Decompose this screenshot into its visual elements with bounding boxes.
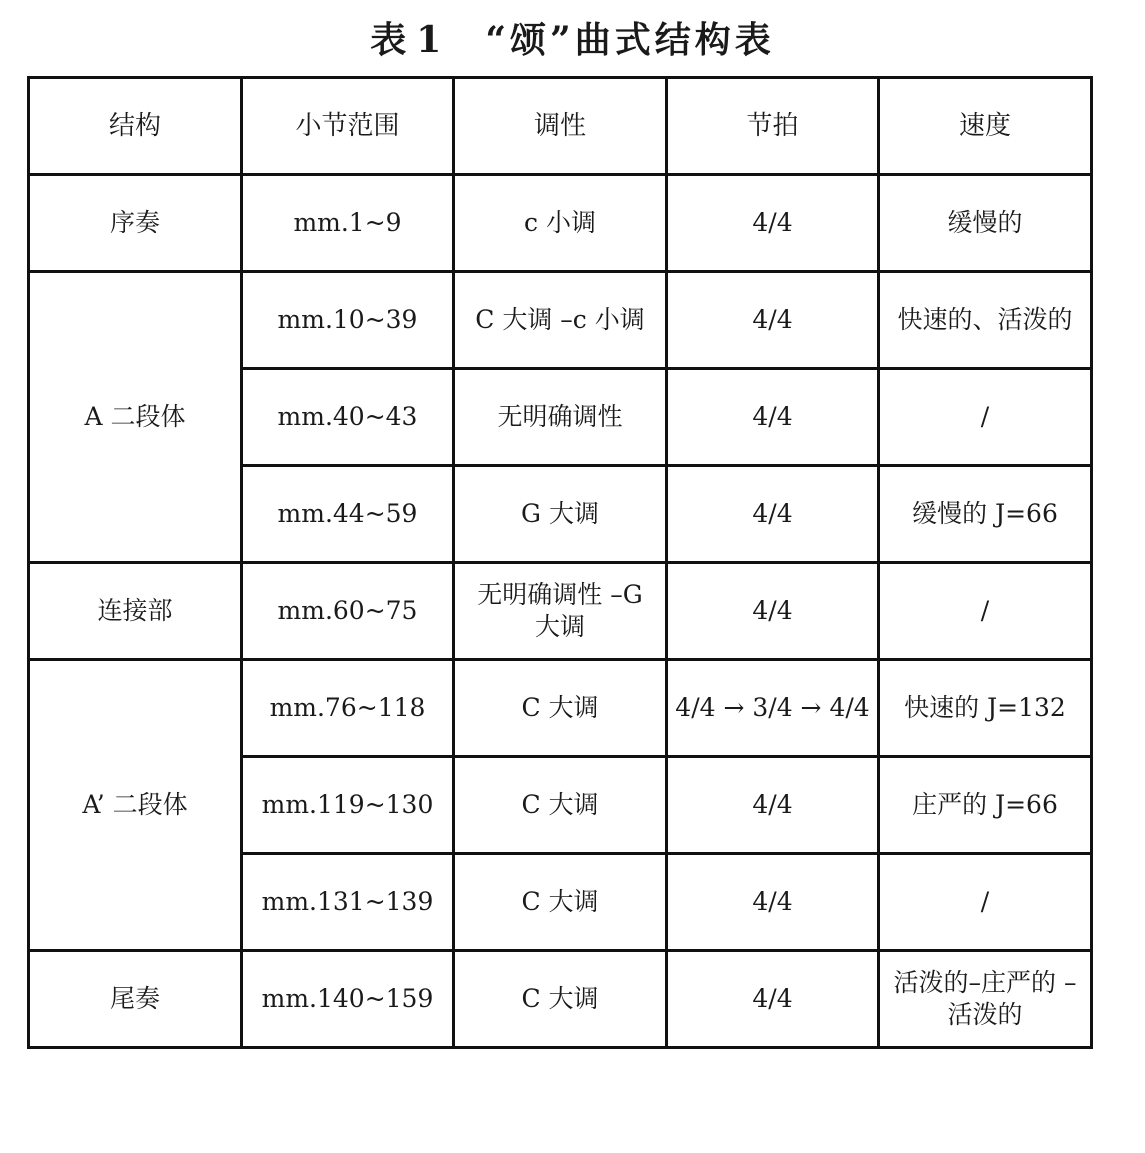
cell-meter: 4/4 → 3/4 → 4/4 xyxy=(667,660,879,757)
cell-meter: 4/4 xyxy=(667,563,879,660)
table-row xyxy=(29,272,1092,369)
cell-tempo: 缓慢的 J=66 xyxy=(879,466,1092,563)
cell-key: C 大调 xyxy=(454,951,667,1048)
cell-key: C 大调 xyxy=(454,854,667,951)
cell-measures: mm.10~39 xyxy=(242,272,454,369)
table-caption xyxy=(0,16,1145,64)
cell-meter: 4/4 xyxy=(667,466,879,563)
cell-key: c 小调 xyxy=(454,175,667,272)
cell-structure: A 二段体 xyxy=(29,272,242,563)
cell-tempo: 快速的、活泼的 xyxy=(879,272,1092,369)
table-row xyxy=(29,563,1092,660)
musical-form-table xyxy=(27,76,1093,1049)
cell-key: G 大调 xyxy=(454,466,667,563)
caption-text: “颂”曲式结构表 xyxy=(485,19,775,61)
cell-tempo: 庄严的 J=66 xyxy=(879,757,1092,854)
header-meter: 节拍 xyxy=(667,78,879,175)
cell-key: 无明确调性 xyxy=(454,369,667,466)
cell-measures: mm.40~43 xyxy=(242,369,454,466)
cell-measures: mm.60~75 xyxy=(242,563,454,660)
header-row xyxy=(29,78,1092,175)
cell-structure: 尾奏 xyxy=(29,951,242,1048)
cell-tempo: 活泼的–庄严的 –活泼的 xyxy=(879,951,1092,1048)
cell-key: 无明确调性 –G 大调 xyxy=(454,563,667,660)
cell-tempo: / xyxy=(879,369,1092,466)
cell-key: C 大调 xyxy=(454,660,667,757)
caption-number: 1 xyxy=(416,19,446,61)
cell-tempo: / xyxy=(879,563,1092,660)
cell-measures: mm.140~159 xyxy=(242,951,454,1048)
cell-measures: mm.119~130 xyxy=(242,757,454,854)
cell-tempo: / xyxy=(879,854,1092,951)
cell-meter: 4/4 xyxy=(667,272,879,369)
cell-meter: 4/4 xyxy=(667,175,879,272)
header-measure-range: 小节范围 xyxy=(242,78,454,175)
table-row xyxy=(29,660,1092,757)
header-key: 调性 xyxy=(454,78,667,175)
cell-structure: 序奏 xyxy=(29,175,242,272)
table-row xyxy=(29,951,1092,1048)
cell-tempo: 快速的 J=132 xyxy=(879,660,1092,757)
header-tempo: 速度 xyxy=(879,78,1092,175)
cell-measures: mm.76~118 xyxy=(242,660,454,757)
cell-measures: mm.1~9 xyxy=(242,175,454,272)
cell-meter: 4/4 xyxy=(667,854,879,951)
cell-meter: 4/4 xyxy=(667,369,879,466)
cell-measures: mm.131~139 xyxy=(242,854,454,951)
cell-structure: A’ 二段体 xyxy=(29,660,242,951)
cell-tempo: 缓慢的 xyxy=(879,175,1092,272)
header-structure: 结构 xyxy=(29,78,242,175)
table-row xyxy=(29,175,1092,272)
cell-key: C 大调 –c 小调 xyxy=(454,272,667,369)
cell-key: C 大调 xyxy=(454,757,667,854)
caption-prefix: 表 xyxy=(370,19,411,61)
cell-meter: 4/4 xyxy=(667,951,879,1048)
cell-structure: 连接部 xyxy=(29,563,242,660)
cell-meter: 4/4 xyxy=(667,757,879,854)
cell-measures: mm.44~59 xyxy=(242,466,454,563)
